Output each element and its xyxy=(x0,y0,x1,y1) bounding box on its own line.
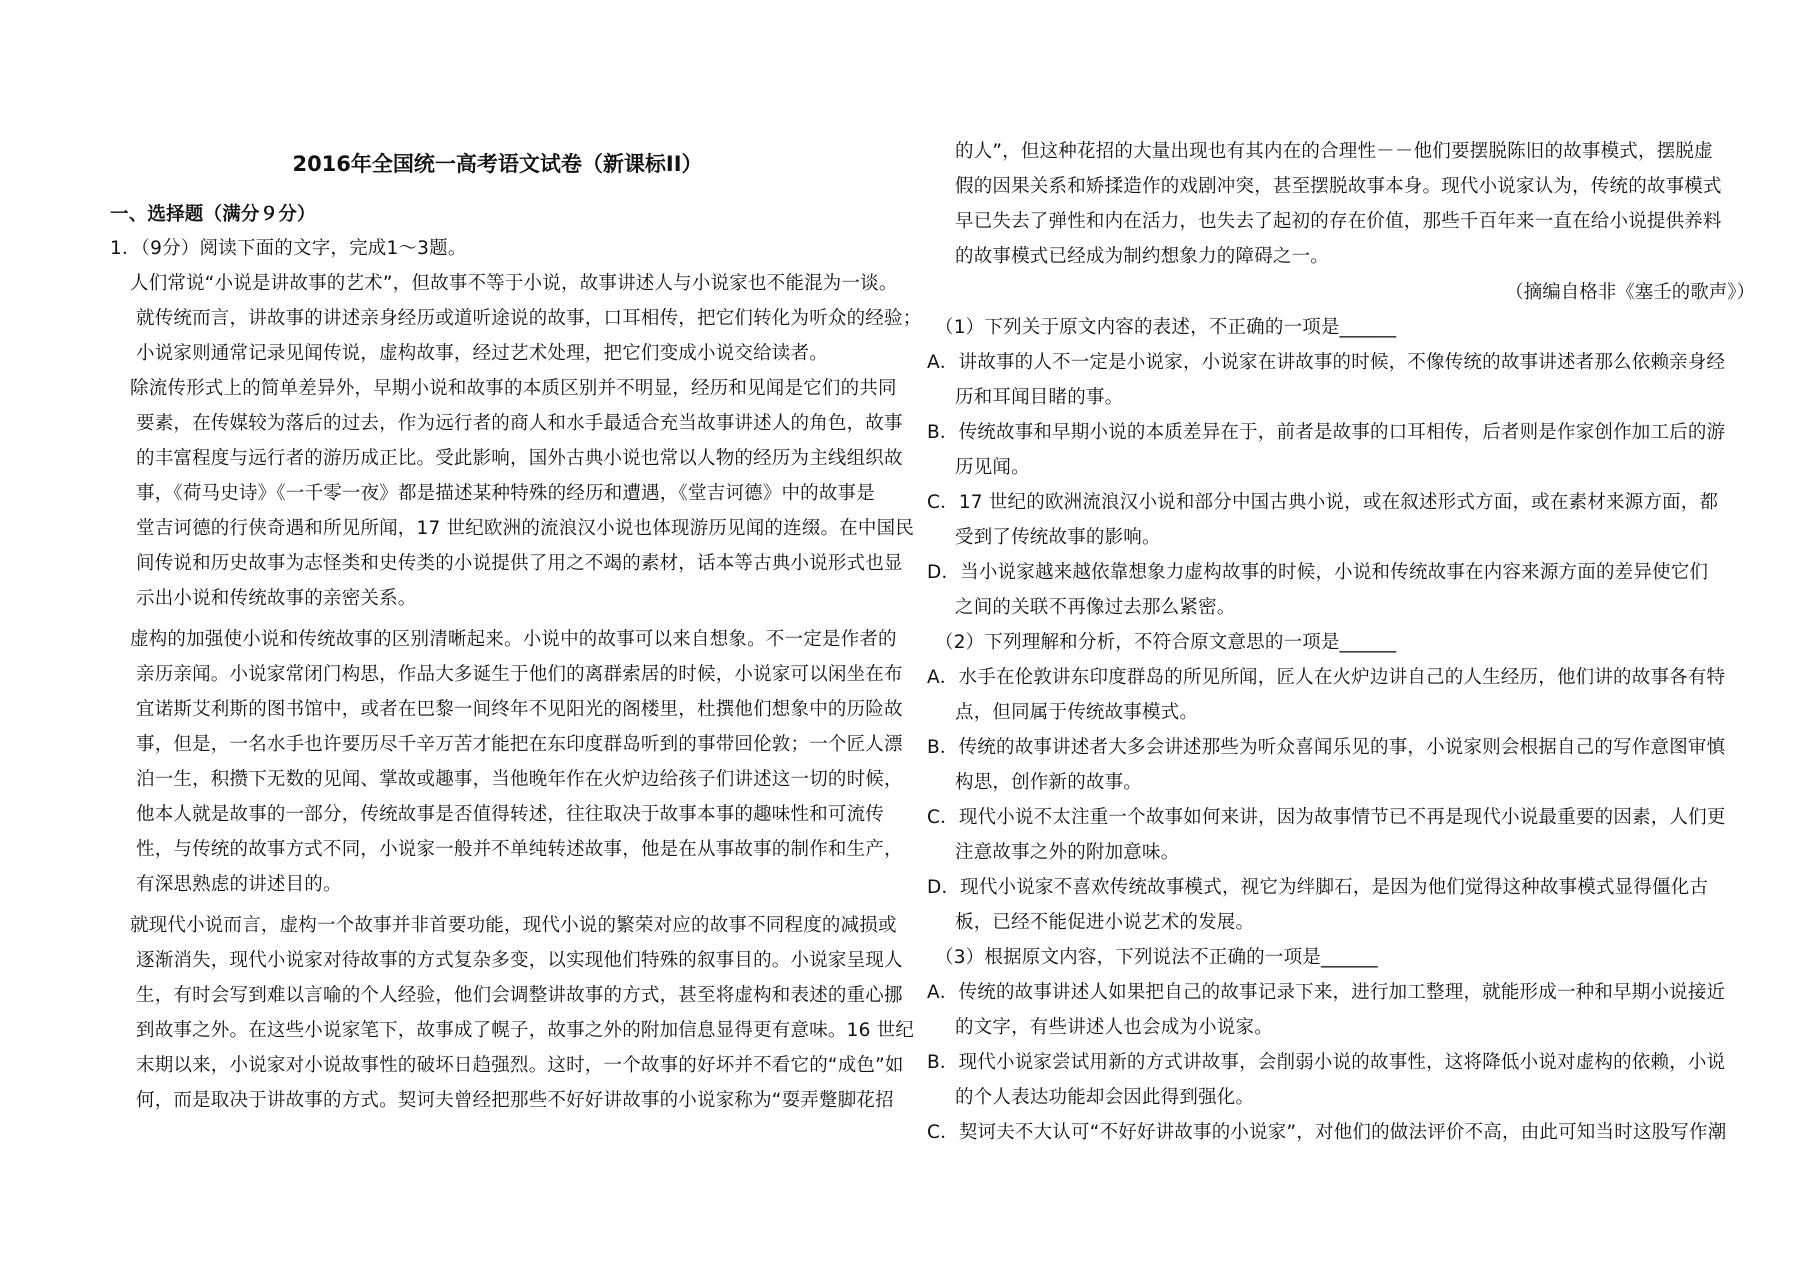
passage-line: 末期以来，小说家对小说故事性的破坏日趋强烈。这时，一个故事的好坏并不看它的“成色”如 xyxy=(136,1055,904,1076)
option-line: 受到了传统故事的影响。 xyxy=(955,527,1161,548)
option-line: 历和耳闻目睹的事。 xyxy=(955,387,1124,408)
passage-line: 小说家则通常记录见闻传说，虚构故事，经过艺术处理，把它们变成小说交给读者。 xyxy=(136,343,828,364)
option-line: B．现代小说家尝试用新的方式讲故事，会削弱小说的故事性，这将降低小说对虚构的依赖，小说 xyxy=(927,1052,1726,1073)
option-line: A．水手在伦敦讲东印度群岛的所见所闻，匠人在火炉边讲自己的人生经历，他们讲的故事各有特 xyxy=(927,667,1726,688)
passage-line: 泊一生，积攒下无数的见闻、掌故或趣事，当他晚年作在火炉边给孩子们讲述这一切的时候， xyxy=(136,769,903,790)
option-line: 的个人表达功能却会因此得到强化。 xyxy=(955,1087,1255,1108)
question-stem: （2）下列理解和分析，不符合原文意思的一项是______ xyxy=(935,632,1397,653)
passage-line: 堂吉诃德的行侠奇遇和所见所闻，17 世纪欧洲的流浪汉小说也体现游历见闻的连缀。在中国民 xyxy=(136,518,915,539)
section-heading: 一、选择题（满分９分） xyxy=(110,204,316,225)
passage-line: 人们常说“小说是讲故事的艺术”，但故事不等于小说，故事讲述人与小说家也不能混为一谈。 xyxy=(130,273,898,294)
passage-line: 性，与传统的故事方式不同，小说家一般并不单纯转述故事，他是在从事故事的制作和生产， xyxy=(136,839,903,860)
option-line: B．传统的故事讲述者大多会讲述那些为听众喜闻乐见的事，小说家则会根据自己的写作意图审慎 xyxy=(927,737,1726,758)
passage-line: 早已失去了弹性和内在活力，也失去了起初的存在价值，那些千百年来一直在给小说提供养料 xyxy=(955,211,1722,232)
passage-line: 的故事模式已经成为制约想象力的障碍之一。 xyxy=(955,246,1330,267)
passage-line: 生，有时会写到难以言喻的个人经验，他们会调整讲故事的方式，甚至将虚构和表述的重心挪 xyxy=(136,985,903,1006)
passage-line: 虚构的加强使小说和传统故事的区别清晰起来。小说中的故事可以来自想象。不一定是作者的 xyxy=(130,629,897,650)
option-line: D．现代小说家不喜欢传统故事模式，视它为绊脚石，是因为他们觉得这种故事模式显得僵化古 xyxy=(927,877,1709,898)
question-intro: 1．（9分）阅读下面的文字，完成1～3题。 xyxy=(110,238,467,259)
option-line: 板，已经不能促进小说艺术的发展。 xyxy=(955,912,1255,933)
option-line: C．契诃夫不大认可“不好好讲故事的小说家”，对他们的做法评价不高，由此可知当时这股写作潮 xyxy=(927,1122,1727,1143)
passage-line: 要素，在传媒较为落后的过去，作为远行者的商人和水手最适合充当故事讲述人的角色，故事 xyxy=(136,413,903,434)
exam-title: 2016年全国统一高考语文试卷（新课标II） xyxy=(292,152,703,176)
option-line: 历见闻。 xyxy=(955,457,1030,478)
passage-line: 逐渐消失，现代小说家对待故事的方式复杂多变，以实现他们特殊的叙事目的。小说家呈现人 xyxy=(136,950,903,971)
passage-line: 到故事之外。在这些小说家笔下，故事成了幌子，故事之外的附加信息显得更有意味。16 世纪 xyxy=(136,1020,915,1041)
passage-line: 的人”，但这种花招的大量出现也有其内在的合理性－－他们要摆脱陈旧的故事模式，摆脱虚 xyxy=(955,141,1713,162)
option-line: 注意故事之外的附加意味。 xyxy=(955,842,1180,863)
option-line: 构思，创作新的故事。 xyxy=(955,772,1143,793)
passage-line: 就现代小说而言，虚构一个故事并非首要功能，现代小说的繁荣对应的故事不同程度的减损或 xyxy=(130,915,897,936)
passage-line: 除流传形式上的简单差异外，早期小说和故事的本质区别并不明显，经历和见闻是它们的共同 xyxy=(130,378,897,399)
option-line: D．当小说家越来越依靠想象力虚构故事的时候，小说和传统故事在内容来源方面的差异使它们 xyxy=(927,562,1709,583)
option-line: B．传统故事和早期小说的本质差异在于，前者是故事的口耳相传，后者则是作家创作加工后的游 xyxy=(927,422,1726,443)
option-line: C．现代小说不太注重一个故事如何来讲，因为故事情节已不再是现代小说最重要的因素，人们更 xyxy=(927,807,1726,828)
passage-line: 亲历亲闻。小说家常闭门构思，作品大多诞生于他们的离群索居的时候，小说家可以闲坐在布 xyxy=(136,664,903,685)
option-line: C．17 世纪的欧洲流浪汉小说和部分中国古典小说，或在叙述形式方面，或在素材来源方面，都 xyxy=(927,492,1719,513)
passage-line: 假的因果关系和矫揉造作的戏剧冲突，甚至摆脱故事本身。现代小说家认为，传统的故事模式 xyxy=(955,176,1722,197)
passage-line: 何，而是取决于讲故事的方式。契诃夫曾经把那些不好好讲故事的小说家称为“耍弄蹩脚花招 xyxy=(136,1090,894,1111)
option-line: 之间的关联不再像过去那么紧密。 xyxy=(955,597,1236,618)
passage-line: 的丰富程度与远行者的游历成正比。受此影响，国外古典小说也常以人物的经历为主线组织故 xyxy=(136,448,903,469)
option-line: A．讲故事的人不一定是小说家，小说家在讲故事的时候，不像传统的故事讲述者那么依赖亲身经 xyxy=(927,352,1726,373)
source-note: （摘编自格非《塞壬的歌声》） xyxy=(1505,282,1755,303)
passage-line: 示出小说和传统故事的亲密关系。 xyxy=(136,588,417,609)
passage-line: 事，《荷马史诗》《一千零一夜》都是描述某种特殊的经历和遭遇，《堂吉诃德》中的故事是 xyxy=(136,483,875,504)
option-line: 的文字，有些讲述人也会成为小说家。 xyxy=(955,1017,1273,1038)
question-stem: （3）根据原文内容，下列说法不正确的一项是______ xyxy=(935,947,1378,968)
passage-line: 就传统而言，讲故事的讲述亲身经历或道听途说的故事，口耳相传，把它们转化为听众的经验； xyxy=(136,308,922,329)
option-line: 点，但同属于传统故事模式。 xyxy=(955,702,1199,723)
question-stem: （1）下列关于原文内容的表述，不正确的一项是______ xyxy=(935,317,1397,338)
passage-line: 宜诺斯艾利斯的图书馆中，或者在巴黎一间终年不见阳光的阁楼里，杜撰他们想象中的历险故 xyxy=(136,699,903,720)
passage-line: 他本人就是故事的一部分，传统故事是否值得转述，往往取决于故事本事的趣味性和可流传 xyxy=(136,804,885,825)
passage-line: 有深思熟虑的讲述目的。 xyxy=(136,874,342,895)
passage-line: 事，但是，一名水手也许要历尽千辛万苦才能把在东印度群岛听到的事带回伦敦；一个匠人漂 xyxy=(136,734,903,755)
option-line: A．传统的故事讲述人如果把自己的故事记录下来，进行加工整理，就能形成一种和早期小说接近 xyxy=(927,982,1726,1003)
passage-line: 间传说和历史故事为志怪类和史传类的小说提供了用之不竭的素材，话本等古典小说形式也显 xyxy=(136,553,903,574)
